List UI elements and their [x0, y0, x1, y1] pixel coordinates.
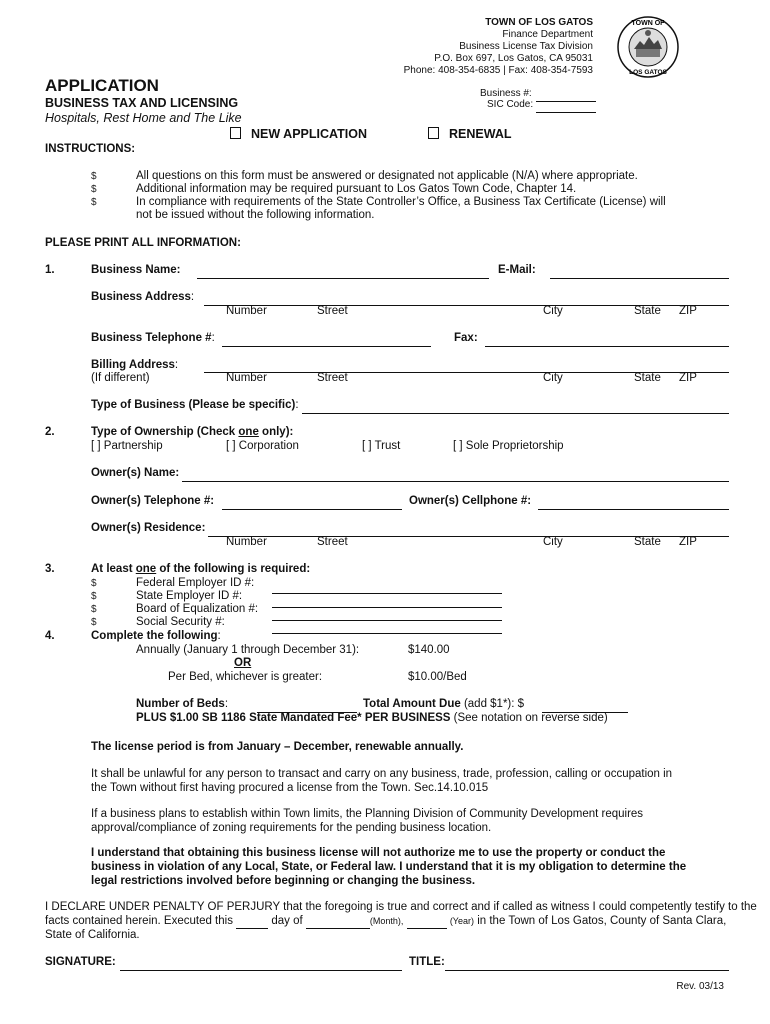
id-bullet: $ [91, 591, 97, 602]
owners-cellphone-field[interactable] [538, 494, 729, 510]
addr-col-zip: ZIP [679, 372, 697, 384]
business-name-field[interactable] [197, 263, 489, 279]
addr-col-street: Street [317, 305, 348, 317]
owners-telephone-field[interactable] [222, 494, 402, 510]
fax-label: Fax: [454, 332, 478, 344]
type-of-business-label: Type of Business (Please be specific): [91, 399, 299, 411]
town-name: TOWN OF LOS GATOS [485, 17, 593, 28]
id-bullet: $ [91, 604, 97, 615]
phone-fax: Phone: 408-354-6835 | Fax: 408-354-7593 [403, 65, 593, 76]
title-field[interactable] [445, 955, 729, 971]
title-label: TITLE: [409, 956, 445, 968]
if-different-note: (If different) [91, 372, 150, 384]
addr-col-number: Number [226, 536, 267, 548]
ownership-corporation-option[interactable]: [ ] Corporation [226, 440, 299, 452]
addr-col-state: State [634, 305, 661, 317]
annual-fee-amount: $140.00 [408, 644, 450, 656]
addr-col-state: State [634, 372, 661, 384]
renewal-label: RENEWAL [449, 127, 512, 141]
executed-year-field[interactable] [407, 915, 447, 929]
type-of-business-field[interactable] [302, 398, 729, 414]
planning-notice: If a business plans to establish within Town limits, the Planning Division of Community Development requires approval/compliance of zoning requirements for the pending business location. [91, 808, 644, 834]
number-of-beds-label: Number of Beds: [136, 698, 229, 710]
instructions-heading: INSTRUCTIONS: [45, 143, 136, 155]
or-separator: OR [234, 657, 252, 669]
addr-col-city: City [543, 305, 563, 317]
seal-text-bottom: LOS GATOS [629, 69, 667, 76]
social-security-field[interactable] [272, 618, 502, 634]
id-bullet: $ [91, 617, 97, 628]
owners-name-label: Owner(s) Name: [91, 467, 180, 479]
executed-day-field[interactable] [236, 915, 268, 929]
section-4-number: 4. [45, 630, 55, 642]
business-telephone-label: Business Telephone #: [91, 332, 215, 344]
town-header [404, 17, 593, 77]
addr-col-city: City [543, 372, 563, 384]
addr-col-street: Street [317, 372, 348, 384]
instruction-item: All questions on this form must be answered or designated not applicable (N/A) where appropriate. [136, 170, 638, 182]
addr-col-number: Number [226, 305, 267, 317]
perjury-declaration-line2: facts contained herein. Executed this day of (Month), (Year) in the Town of Los Gatos, County of Santa Clara, [45, 915, 727, 927]
owners-name-field[interactable] [182, 466, 729, 482]
license-period-note: The license period is from January – December, renewable annually. [91, 741, 464, 753]
social-security-label: Social Security #: [136, 616, 225, 628]
signature-field[interactable] [120, 955, 402, 971]
complete-following-heading: Complete the following: [91, 630, 221, 642]
understanding-statement: I understand that obtaining this business license will not authorize me to use the property or conduct the business in violation of any Local, State, or Federal law. I understand that it is my obligation to determine the legal restrictions involved before beginning or changing the business. [91, 847, 687, 887]
addr-col-city: City [543, 536, 563, 548]
addr-col-street: Street [317, 536, 348, 548]
business-name-label: Business Name: [91, 264, 181, 276]
sic-code-label: SIC Code: [487, 99, 534, 110]
per-bed-label: Per Bed, whichever is greater: [168, 671, 323, 683]
business-address-field[interactable] [204, 290, 729, 306]
email-field[interactable] [550, 263, 729, 279]
section-2-number: 2. [45, 426, 55, 438]
perjury-declaration-line3: State of California. [45, 929, 140, 941]
owners-residence-label: Owner(s) Residence: [91, 522, 206, 534]
renewal-option[interactable] [428, 127, 512, 141]
addr-col-zip: ZIP [679, 536, 697, 548]
division-name: Business License Tax Division [459, 41, 593, 52]
id-bullet: $ [91, 578, 97, 589]
federal-employer-id-label: Federal Employer ID #: [136, 577, 255, 589]
form-title: APPLICATION [45, 76, 159, 95]
new-application-label: NEW APPLICATION [251, 127, 367, 141]
instruction-item: not be issued without the following information. [136, 209, 375, 221]
business-telephone-field[interactable] [222, 331, 431, 347]
unlawful-notice: It shall be unlawful for any person to transact and carry on any business, trade, profession, calling or occupation in the Town without first having procured a license from the Town. Sec.14.10.015 [91, 768, 673, 794]
section-3-number: 3. [45, 563, 55, 575]
instruction-item: Additional information may be required pursuant to Los Gatos Town Code, Chapter 14. [136, 183, 577, 195]
print-all-heading: PLEASE PRINT ALL INFORMATION: [45, 237, 241, 249]
addr-col-number: Number [226, 372, 267, 384]
town-seal-icon [616, 15, 680, 79]
new-application-option[interactable] [230, 127, 367, 141]
mailing-address: P.O. Box 697, Los Gatos, CA 95031 [434, 53, 593, 64]
addr-col-state: State [634, 536, 661, 548]
business-address-label: Business Address: [91, 291, 195, 303]
fax-field[interactable] [485, 331, 729, 347]
board-of-equalization-label: Board of Equalization #: [136, 603, 259, 615]
id-required-heading: At least one of the following is required: [91, 563, 311, 575]
owners-residence-field[interactable] [208, 521, 729, 537]
ownership-partnership-option[interactable]: [ ] Partnership [91, 440, 163, 452]
section-1-number: 1. [45, 264, 55, 276]
total-amount-due-field[interactable] [542, 697, 628, 713]
executed-month-field[interactable] [306, 915, 370, 929]
revision-label: Rev. 03/13 [676, 981, 724, 992]
sic-code-field[interactable] [536, 97, 596, 113]
instruction-item: In compliance with requirements of the State Controller’s Office, a Business Tax Certificate (License) will [136, 196, 666, 208]
new-application-checkbox[interactable] [230, 127, 241, 139]
addr-col-zip: ZIP [679, 305, 697, 317]
instruction-bullet: $ [91, 171, 97, 182]
ownership-trust-option[interactable]: [ ] Trust [362, 440, 401, 452]
business-number-label: Business #: [480, 88, 532, 99]
instruction-bullet: $ [91, 197, 97, 208]
seal-text-top: TOWN OF [631, 20, 665, 27]
state-employer-id-label: State Employer ID #: [136, 590, 243, 602]
instruction-bullet: $ [91, 184, 97, 195]
ownership-sole-option[interactable]: [ ] Sole Proprietorship [453, 440, 564, 452]
annual-fee-label: Annually (January 1 through December 31): [136, 644, 360, 656]
ownership-type-heading: Type of Ownership (Check one only): [91, 426, 294, 438]
billing-address-label: Billing Address: [91, 359, 179, 371]
form-subtitle: BUSINESS TAX AND LICENSING [45, 96, 239, 110]
form-category: Hospitals, Rest Home and The Like [45, 111, 242, 125]
signature-label: SIGNATURE: [45, 956, 116, 968]
owners-telephone-label: Owner(s) Telephone #: [91, 495, 215, 507]
renewal-checkbox[interactable] [428, 127, 439, 139]
number-of-beds-field[interactable] [257, 697, 357, 713]
state-mandated-fee-note: PLUS $1.00 SB 1186 State Mandated Fee* PER BUSINESS (See notation on reverse side) [136, 712, 608, 724]
email-label: E-Mail: [498, 264, 536, 276]
per-bed-amount: $10.00/Bed [408, 671, 467, 683]
total-amount-due-label: Total Amount Due (add $1*): $ [363, 698, 525, 710]
owners-cellphone-label: Owner(s) Cellphone #: [409, 495, 532, 507]
dept-name: Finance Department [502, 29, 593, 40]
billing-address-field[interactable] [204, 357, 729, 373]
perjury-declaration-line1: I DECLARE UNDER PENALTY OF PERJURY that the foregoing is true and correct and if called as witness I could competently testify to the [45, 901, 757, 913]
